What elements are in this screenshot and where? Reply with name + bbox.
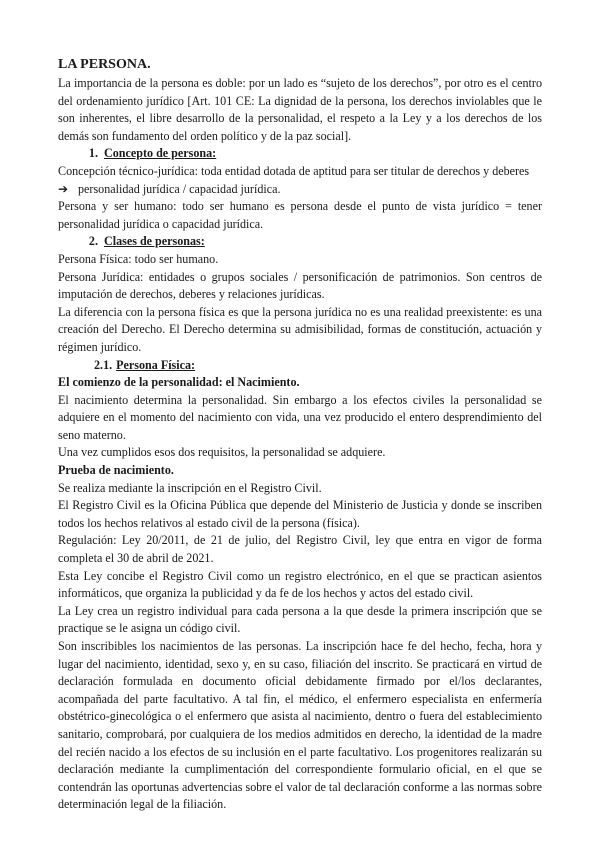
person-human-paragraph: Persona y ser humano: todo ser humano es persona desde el punto de vista jurídico = tener personalidad jurídica o capacidad jurídica. (58, 199, 542, 231)
arrow-icon: ➔ (58, 181, 69, 196)
birth-proof-subheading: Prueba de nacimiento. (58, 463, 174, 478)
regulation-paragraph: Regulación: Ley 20/2011, de 21 de julio, del Registro Civil, ley que entra en vigor de forma completa el 30 de abril de 2021. (58, 533, 542, 566)
section-2-1-heading (58, 357, 542, 375)
section-1-number: 1. (88, 146, 98, 161)
registry-paragraph: El Registro Civil es la Oficina Pública que depende del Ministerio de Justicia y donde se inscriben todos los hechos relativos al estado civil de la persona (física). (58, 498, 542, 530)
inscribable-births-paragraph: Son inscribibles los nacimientos de las personas. La inscripción hace fe del hecho, fecha, hora y lugar del nacimiento, identidad, sexo y, en su caso, filiación del inscrito. Se practicará en virtud de declaración formulada en documento oficial debidamente firmado por el/los declarantes, acompañada del parte facultativo. A tal fin, el médico, el enfermero especialista en enfermería obstétrico-ginecológica o el enfermero que asista al nacimiento, dentro o fuera del establecimiento sanitario, comprobará, por cualquiera de los medios admitidos en derecho, la identidad de la madre del recién nacido a los efectos de su inclusión en el parte facultativo. Los progenitores realizarán su declaración mediante la cumplimentación del correspondiente formulario oficial, en el que se contendrán las oportunas advertencias sobre el valor de tal declaración conforme a las normas sobre determinación legal de la filiación. (58, 639, 542, 812)
requirements-paragraph: Una vez cumplidos esos dos requisitos, la personalidad se adquiere. (58, 445, 386, 460)
difference-paragraph: La diferencia con la persona física es que la persona jurídica no es una realidad preexistente: es una creación del Derecho. El Derecho determina su admisibilidad, formas de constitución, actuación y régimen jurídico. (58, 304, 542, 354)
concept-technical-paragraph: Concepción técnico-jurídica: toda entidad dotada de aptitud para ser titular de derechos y deberes (58, 163, 530, 178)
inscription-paragraph: Se realiza mediante la inscripción en el Registro Civil. (58, 480, 322, 495)
section-1-heading (58, 145, 542, 163)
birth-subheading: El comienzo de la personalidad: el Nacimiento. (58, 375, 300, 390)
section-2-1-title: Persona Física: (116, 357, 196, 372)
physical-person-paragraph: Persona Física: todo ser humano. (58, 251, 219, 266)
legal-person-paragraph: Persona Jurídica: entidades o grupos sociales / personificación de patrimonios. Son centros de imputación de derechos, deberes y relaciones jurídicas. (58, 269, 542, 302)
section-2-number: 2. (88, 234, 98, 249)
section-2-1-number: 2.1. (94, 357, 113, 372)
arrow-line (58, 181, 542, 199)
document-title: LA PERSONA. (58, 57, 151, 72)
arrow-text: personalidad jurídica / capacidad jurídica. (78, 181, 281, 196)
electronic-registry-paragraph: Esta Ley concibe el Registro Civil como un registro electrónico, en el que se practican asientos informáticos, que organiza la publicidad y da fe de los hechos y actos del estado civil. (58, 568, 542, 601)
birth-paragraph: El nacimiento determina la personalidad. Sin embargo a los efectos civiles la personalidad se adquiere en el momento del nacimiento con vida, una vez producido el entero desprendimiento del seno materno. (58, 392, 542, 442)
intro-paragraph: La importancia de la persona es doble: por un lado es “sujeto de los derechos”, por otro es el centro del ordenamiento jurídico [Art. 101 CE: La dignidad de la persona, los derechos inviolables que le son inherentes, el libre desarrollo de la personalidad, el respeto a la Ley y a los derechos de los demás son fundamento del orden político y de la paz social]. (58, 76, 542, 143)
individual-registry-paragraph: La Ley crea un registro individual para cada persona a la que desde la primera inscripción que se practique se le asigna un código civil. (58, 603, 542, 636)
section-2-heading (58, 233, 542, 251)
document-page (58, 56, 542, 814)
section-1-title: Concepto de persona: (104, 146, 217, 161)
section-2-title: Clases de personas: (104, 234, 205, 249)
